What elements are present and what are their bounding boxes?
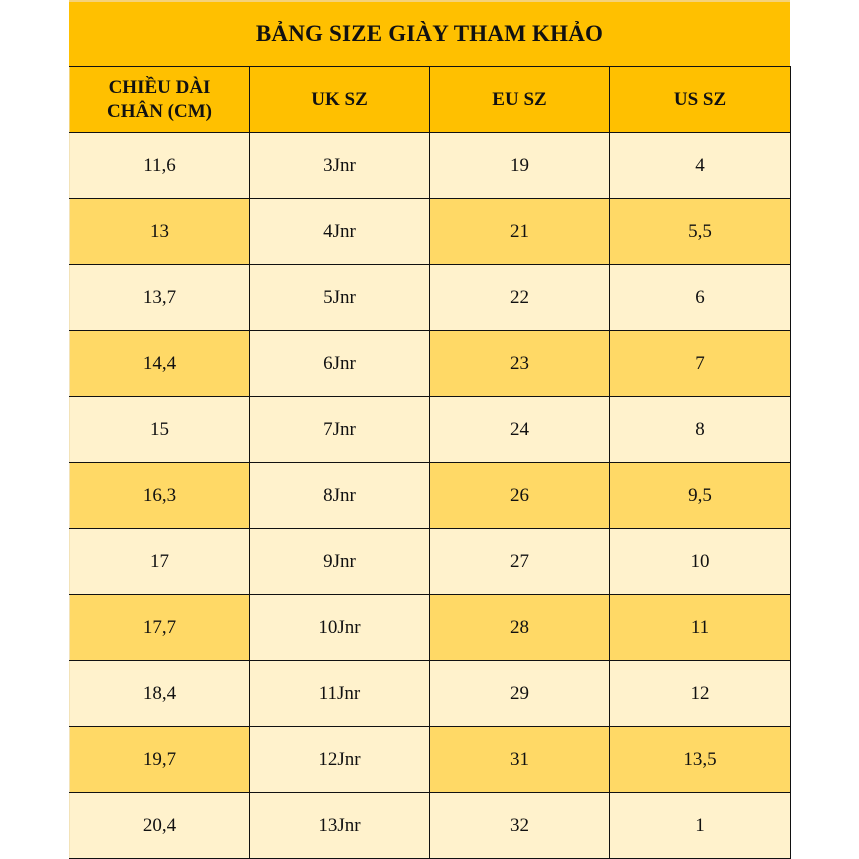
table-row	[70, 661, 791, 727]
cell-cm: 13,7	[70, 265, 250, 331]
table-row	[70, 133, 791, 199]
cell-cm: 19,7	[70, 727, 250, 793]
cell-us: 10	[610, 529, 791, 595]
cell-uk: 5Jnr	[250, 265, 430, 331]
cell-uk: 11Jnr	[250, 661, 430, 727]
cell-eu: 19	[430, 133, 610, 199]
header-uk-size: UK SZ	[250, 67, 430, 133]
cell-us: 6	[610, 265, 791, 331]
cell-uk: 9Jnr	[250, 529, 430, 595]
cell-us: 4	[610, 133, 791, 199]
cell-eu: 23	[430, 331, 610, 397]
cell-uk: 6Jnr	[250, 331, 430, 397]
header-foot-length-line1: CHIỀU DÀI	[108, 76, 211, 98]
cell-eu: 28	[430, 595, 610, 661]
header-foot-length-line2: CHÂN (CM)	[106, 100, 212, 122]
table-row	[70, 463, 791, 529]
cell-us: 12	[610, 661, 791, 727]
size-table	[69, 66, 791, 859]
cell-eu: 24	[430, 397, 610, 463]
cell-cm: 14,4	[70, 331, 250, 397]
table-title: BẢNG SIZE GIÀY THAM KHẢO	[69, 0, 790, 66]
cell-uk: 4Jnr	[250, 199, 430, 265]
cell-us: 13,5	[610, 727, 791, 793]
table-row	[70, 199, 791, 265]
table-row	[70, 331, 791, 397]
table-row	[70, 529, 791, 595]
cell-cm: 17	[70, 529, 250, 595]
cell-eu: 31	[430, 727, 610, 793]
cell-us: 8	[610, 397, 791, 463]
cell-uk: 12Jnr	[250, 727, 430, 793]
cell-eu: 22	[430, 265, 610, 331]
header-foot-length	[70, 67, 250, 133]
size-chart	[69, 0, 790, 859]
table-row	[70, 727, 791, 793]
cell-uk: 3Jnr	[250, 133, 430, 199]
cell-cm: 17,7	[70, 595, 250, 661]
cell-us: 7	[610, 331, 791, 397]
table-row	[70, 397, 791, 463]
table-row	[70, 265, 791, 331]
cell-uk: 7Jnr	[250, 397, 430, 463]
cell-uk: 13Jnr	[250, 793, 430, 859]
cell-cm: 11,6	[70, 133, 250, 199]
cell-cm: 20,4	[70, 793, 250, 859]
cell-us: 11	[610, 595, 791, 661]
cell-eu: 21	[430, 199, 610, 265]
cell-us: 9,5	[610, 463, 791, 529]
cell-eu: 32	[430, 793, 610, 859]
table-row	[70, 595, 791, 661]
header-eu-size: EU SZ	[430, 67, 610, 133]
header-row	[70, 67, 791, 133]
cell-cm: 18,4	[70, 661, 250, 727]
table-row	[70, 793, 791, 859]
cell-cm: 15	[70, 397, 250, 463]
cell-cm: 13	[70, 199, 250, 265]
cell-us: 5,5	[610, 199, 791, 265]
header-us-size: US SZ	[610, 67, 791, 133]
cell-eu: 29	[430, 661, 610, 727]
cell-uk: 8Jnr	[250, 463, 430, 529]
cell-eu: 26	[430, 463, 610, 529]
cell-cm: 16,3	[70, 463, 250, 529]
cell-uk: 10Jnr	[250, 595, 430, 661]
cell-eu: 27	[430, 529, 610, 595]
cell-us: 1	[610, 793, 791, 859]
